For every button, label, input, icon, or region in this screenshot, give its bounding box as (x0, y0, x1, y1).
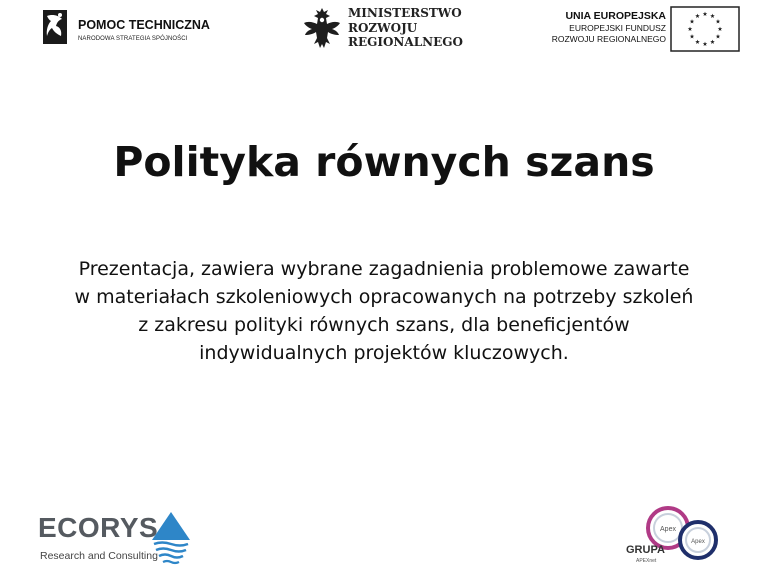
unia-europejska-logo (540, 4, 740, 54)
ministerstwo-text (348, 6, 463, 50)
ministerstwo-logo (300, 4, 470, 52)
pomoc-techniczna-icon (40, 6, 70, 52)
ecorys-subtitle: Research and Consulting (40, 550, 158, 562)
pomoc-techniczna-subtitle: NARODOWA STRATEGIA SPÓJNOŚCI (78, 36, 188, 42)
eagle-emblem-icon (300, 4, 344, 52)
grupa-circle-label-1: Apex (660, 526, 676, 533)
grupa-apexnet-logo (620, 500, 730, 570)
ecorys-triangle-icon (150, 510, 192, 566)
ministerstwo-line-2: ROZWOJU (348, 20, 418, 35)
page-title: Polityka równych szans (113, 138, 655, 186)
unia-europejska-title: UNIA EUROPEJSKA (565, 10, 666, 22)
grupa-circle-label-2: Apex (691, 539, 705, 545)
ministerstwo-line-3: REGIONALNEGO (348, 35, 463, 49)
grupa-name: GRUPA (626, 544, 665, 556)
ministerstwo-line-1: MINISTERSTWO (348, 6, 462, 20)
grupa-subtitle: APEXnet (636, 558, 657, 564)
ecorys-name: ECORYS (38, 512, 159, 543)
unia-europejska-line-2: ROZWOJU REGIONALNEGO (551, 34, 666, 44)
unia-europejska-line-1: EUROPEJSKI FUNDUSZ (569, 23, 666, 33)
page-description: Prezentacja, zawiera wybrane zagadnienia problemowe zawarte w materiałach szkoleniowych opracowanych na potrzeby szkoleń z zakresu polityki równych szans, dla beneficjentów indywidualnych projektów kluczowych. (74, 258, 694, 364)
ecorys-logo (38, 510, 198, 570)
unia-europejska-text (552, 10, 666, 45)
eu-flag-icon (670, 6, 740, 52)
pomoc-techniczna-title: POMOC TECHNICZNA (78, 18, 210, 32)
pomoc-techniczna-logo (40, 6, 220, 54)
